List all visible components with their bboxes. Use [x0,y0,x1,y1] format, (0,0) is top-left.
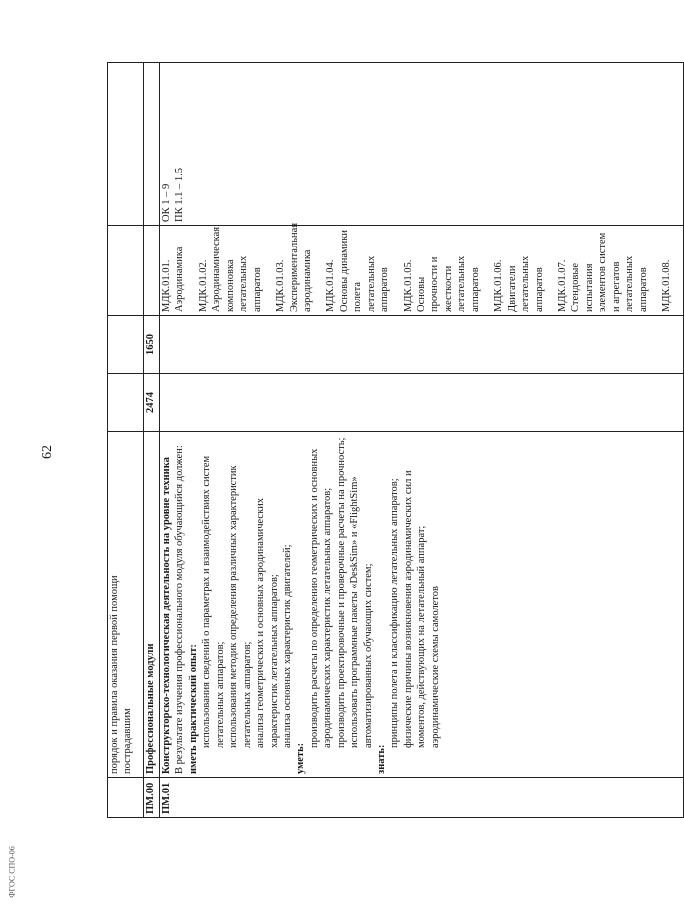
skills-heading: уметь: [295,742,307,774]
mdk-item: МДК.01.01. Аэродинамика [161,246,186,312]
mdk-item: МДК.01.08. [661,259,672,312]
footer-code: ФГОС СПО-06 [7,846,17,898]
competency-ok: ОК 1 – 9 [161,183,172,222]
pm00-hours-required: 1650 [144,316,160,374]
previous-line-2: пострадавшим [122,708,134,774]
mdk-item: МДК.01.04. Основы динамики полета летательных аппаратов [325,230,391,312]
knowledge-item: принципы полета и классификацию летательных аппаратов; [389,478,401,748]
cell-empty [108,226,144,316]
cell-empty [108,63,144,226]
pm01-competencies [160,63,684,226]
skills-item: производить расчеты по определению геометрических и основных аэродинамических характеристик летательных аппаратов; [308,448,334,748]
cell-empty [108,316,144,374]
experience-heading: иметь практический опыт: [187,644,199,774]
cell-code-empty [108,778,144,818]
pm01-description [160,432,684,778]
previous-line-1: порядок и правила оказания первой помощи [109,575,120,774]
mdk-item: МДК.01.05. Основы прочности и жесткости летательных аппаратов [402,255,481,312]
mdk-item: МДК.01.07. Стендовые испытания элементов систем и агрегатов летательных аппаратов [556,232,649,312]
cell-empty [160,316,684,374]
mdk-item: МДК.01.03. Экспериментальная аэродинамика [275,222,313,312]
knowledge-item: физические причины возникновения аэродинамических сил и моментов, действующих на летательный аппарат; [402,470,428,748]
knowledge-item: аэродинамические схемы самолетов [429,586,441,748]
experience-item: использования методик определения различных характеристик летательных аппаратов; [228,465,253,748]
cell-empty [144,63,160,226]
mdk-item: МДК.01.02. Аэродинамическая компоновка летательных аппаратов [197,226,263,312]
page-number: 62 [40,445,55,459]
cell-previous-text [108,432,144,778]
pm01-code: ПМ.01 [160,778,684,818]
skills-item: производить проектировочные и проверочные расчеты на прочность; [335,437,347,748]
cell-empty [160,374,684,432]
experience-item: анализа геометрических и основных аэродинамических характеристик летательных аппаратов; [255,497,280,748]
skills-item: использовать программные пакеты «DeskSim» и «FlightSim» автоматизированных обучающих систем; [349,476,374,748]
pm00-title: Профессиональные модули [144,432,160,778]
competency-pk: ПК 1.1 – 1.5 [174,168,186,222]
table-row-previous [108,63,144,818]
mdk-item: МДК.01.06. Двигатели летательных аппаратов [493,255,545,312]
pm01-intro: В результате изучения профессионального модуля обучающийся должен: [174,445,186,774]
pm00-hours-max: 2474 [144,374,160,432]
pm01-mdk-list [160,222,684,316]
cell-empty [108,374,144,432]
experience-item: анализа основных характеристик двигателей; [281,544,293,748]
knowledge-heading: знать: [376,744,387,774]
curriculum-table [107,63,672,818]
table-row-pm01 [160,63,684,818]
pm00-code: ПМ.00 [144,778,160,818]
experience-item: использования сведений о параметрах и взаимодействиях систем летательных аппаратов; [201,455,226,748]
table-row-pm00 [144,63,160,818]
cell-empty [144,226,160,316]
pm01-title: Конструкторско-технологическая деятельность на уровне техника [161,457,172,774]
